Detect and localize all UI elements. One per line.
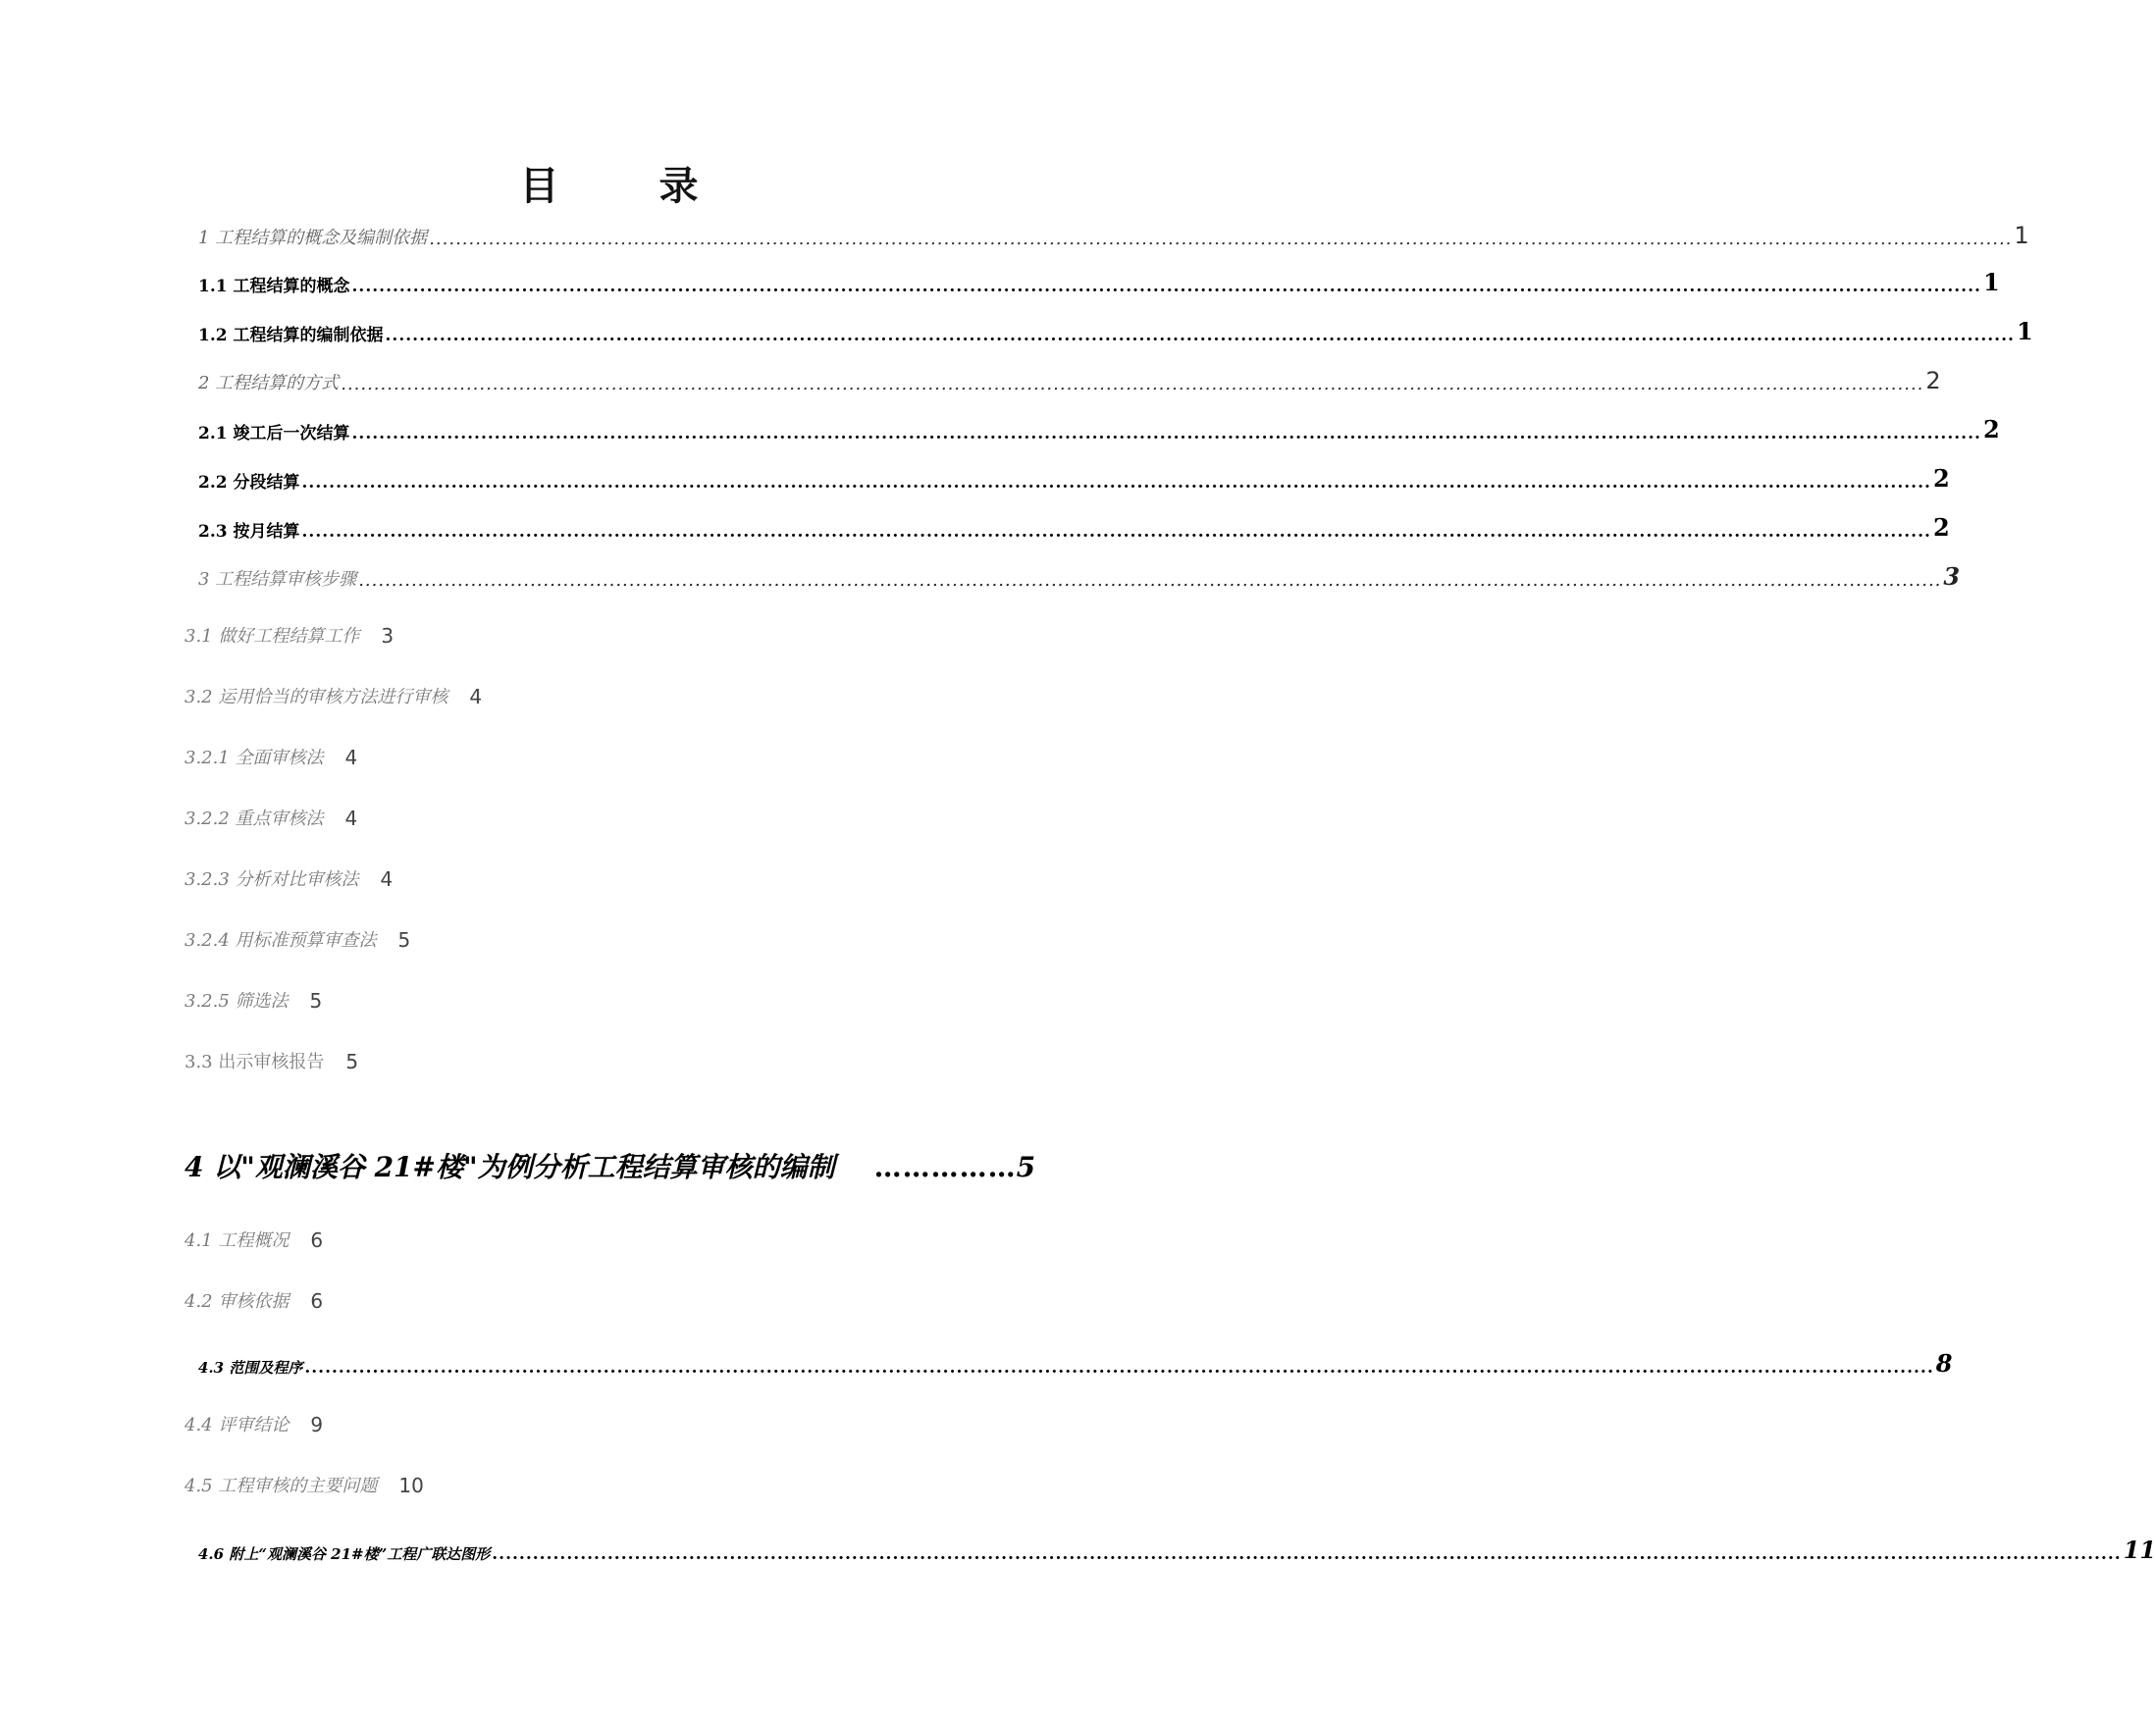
toc-entry[interactable] [198,559,1961,591]
toc-entry-page: 5 [309,989,323,1013]
toc-entry[interactable] [198,1346,1953,1378]
toc-entry[interactable] [198,1533,2156,1564]
toc-entry-label: 4 以"观澜溪谷 21#楼"为例分析工程结算审核的编制 [184,1151,835,1183]
toc-entry-page: 5 [1016,1151,1036,1183]
toc-entry[interactable] [184,616,394,648]
dot-leader: ................................................................................................................................................................................................................................................ [429,229,2013,249]
toc-entry[interactable] [184,1466,424,1497]
toc-entry-label: 1.1 工程结算的概念 [198,277,350,296]
toc-entry[interactable] [198,314,2033,345]
toc-entry-page: 4 [380,867,394,891]
toc-entry-label: 4.3 范围及程序 [198,1359,303,1377]
toc-entry-page: 2 [1982,415,2000,443]
toc-entry[interactable] [184,677,482,708]
toc-entry-page: 4 [344,807,358,830]
dot-leader: ................................................................................................................................................................................................................................................ [301,473,1931,493]
dot-leader: ................................................................................................................................................................................................................................................ [304,1358,1934,1378]
toc-entry-page: 4 [344,746,358,769]
toc-entry[interactable] [184,799,357,830]
toc-entry-page: 1 [1982,268,2000,296]
toc-entry[interactable] [198,265,2000,296]
toc-entry-label: 1 工程结算的概念及编制依据 [198,228,428,248]
toc-entry-label: 4.1 工程概况 [184,1230,289,1251]
toc-entry-label: 4.5 工程审核的主要问题 [184,1476,378,1496]
toc-entry-label: 2.1 竣工后一次结算 [198,424,350,443]
toc-chapter-heading[interactable] [184,1146,1035,1185]
toc-entry-label: 4.2 审核依据 [184,1291,289,1312]
toc-entry[interactable] [198,363,1941,394]
toc-entry-page: 2 [1925,367,1941,394]
toc-entry-page: 3 [381,624,394,648]
toc-entry-page: 9 [310,1413,324,1436]
toc-entry[interactable] [198,218,2029,249]
toc-entry-label: 2 工程结算的方式 [198,373,340,393]
toc-entry-label: 3 工程结算审核步骤 [198,569,357,590]
toc-entry-label: 3.2.3 分析对比审核法 [184,869,359,890]
toc-entry-page: 5 [397,928,411,952]
toc-entry[interactable] [198,412,2000,443]
toc-entry[interactable] [184,1221,323,1252]
toc-entry-label: 3.2 运用恰当的审核方法进行审核 [184,687,448,707]
dot-leader: ................................................................................................................................................................................................................................................ [341,374,1924,394]
toc-entry[interactable] [198,461,1950,493]
toc-entry-label: 3.1 做好工程结算工作 [184,626,360,647]
toc-entry-page: 5 [345,1050,359,1073]
toc-entry-page: 10 [398,1474,424,1497]
toc-entry-label: 2.2 分段结算 [198,473,300,493]
toc-entry-page: 1 [2014,222,2029,249]
dot-leader: ................................................................................................................................................................................................................................................ [301,522,1931,542]
toc-entry-label: 2.3 按月结算 [198,522,300,542]
toc-entry-label: 3.2.5 筛选法 [184,991,289,1012]
dot-leader: ................................................................................................................................................................................................................................................ [351,424,1981,443]
toc-entry[interactable] [184,1281,323,1313]
toc-entry-page: 6 [310,1228,324,1252]
dot-leader: …………… [873,1151,1017,1183]
page-title: 目 录 [519,163,742,209]
toc-entry-label: 1.2 工程结算的编制依据 [198,326,384,345]
toc-entry-label: 4.6 附上“观澜溪谷 21#楼”工程广联达图形 [198,1545,491,1563]
toc-entry-label: 3.3 出示审核报告 [184,1052,325,1072]
toc-entry[interactable] [184,920,410,952]
toc-entry[interactable] [184,860,393,891]
toc-entry-page: 4 [469,685,483,708]
toc-entry-page: 3 [1943,562,1961,591]
toc-entry-page: 1 [2016,317,2033,345]
toc-entry-page: 8 [1935,1349,1953,1378]
toc-entry-label: 3.2.1 全面审核法 [184,748,324,768]
dot-leader: ................................................................................................................................................................................................................................................ [351,277,1981,296]
toc-entry-page: 11 [2123,1536,2156,1564]
dot-leader: ................................................................................................................................................................................................................................................ [385,326,2015,345]
toc-entry[interactable] [184,1405,323,1436]
toc-entry-label: 4.4 评审结论 [184,1415,289,1435]
toc-entry-label: 3.2.4 用标准预算审查法 [184,930,377,951]
toc-entry[interactable] [184,738,357,769]
toc-entry-page: 2 [1932,464,1950,493]
toc-entry[interactable] [184,981,322,1013]
dot-leader: ................................................................................................................................................................................................................................................ [358,570,1942,591]
toc-entry[interactable] [198,510,1950,542]
toc-entry[interactable] [184,1042,358,1073]
toc-entry-page: 2 [1932,513,1950,542]
toc-entry-label: 3.2.2 重点审核法 [184,808,324,829]
toc-entry-page: 6 [310,1289,324,1313]
dot-leader: ................................................................................................................................................................................................................................................ [492,1544,2122,1564]
